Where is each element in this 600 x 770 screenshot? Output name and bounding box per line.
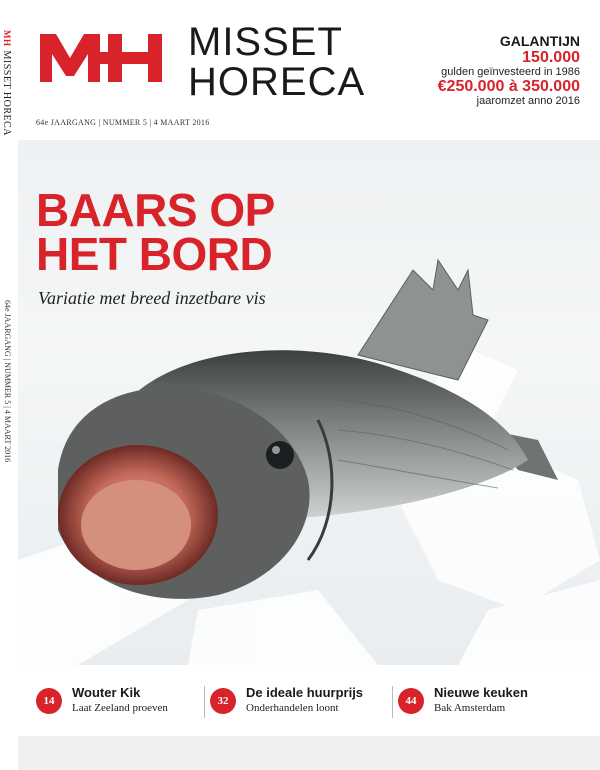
teaser-item-title: Wouter Kik [72,685,141,700]
teaser-item-subtitle: Bak Amsterdam [434,702,506,714]
divider [392,686,393,718]
cover-subline: Variatie met breed inzetbare vis [38,288,266,308]
cover-headline [36,184,275,280]
bottom-teasers [36,684,596,724]
page-number-badge: 32 [210,688,236,714]
spine-title [1,30,12,136]
teaser-item-title: De ideale huurprijs [246,685,364,700]
teaser-item[interactable] [210,684,390,724]
teaser-caption-1: gulden geïnvesteerd in 1986 [441,66,580,78]
divider [204,686,205,718]
teaser-item-subtitle: Onderhandelen loont [246,702,339,714]
footer-band [18,736,600,770]
cover-teaser [438,34,580,107]
brand-name [188,22,365,102]
teaser-caption-2: jaaromzet anno 2016 [476,95,580,107]
page-number-badge: 44 [398,688,424,714]
headline-line-2: HET BORD [36,228,273,280]
teaser-title: GALANTIJN [499,33,580,49]
teaser-item-subtitle: Laat Zeeland proeven [72,702,168,714]
mh-logo [36,28,176,88]
issue-info: 64e JAARGANG | NUMMER 5 | 4 MAART 2016 [36,118,210,127]
spine-issue-info: 64e JAARGANG | NUMMER 5 | 4 MAART 2016 [3,300,12,463]
teaser-value-1: 150.000 [522,49,580,66]
magazine-spine [0,0,14,770]
spine-logo: MH [2,30,12,47]
teaser-item[interactable] [398,684,578,724]
teaser-item[interactable] [36,684,206,724]
headline-line-1: BAARS OP [36,184,275,236]
teaser-item-title: Nieuwe keuken [434,685,528,700]
spine-brand: MISSET HORECA [1,50,12,136]
teaser-value-2: €250.000 à 350.000 [437,78,580,95]
page-number-badge: 14 [36,688,62,714]
brand-line-2: HORECA [188,60,366,104]
brand-line-1: MISSET [188,20,343,64]
